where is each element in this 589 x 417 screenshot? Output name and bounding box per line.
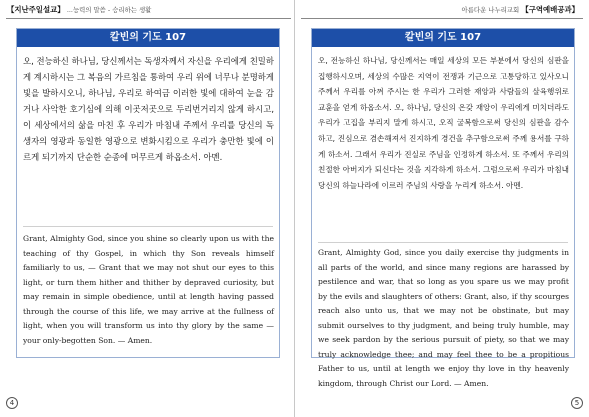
english-prayer-text: Grant, Almighty God, since you shine so clearly upon us with the teaching of thy Gospel, in which thy Son reveals himself familiarly to us, — Grant that we may not shut our eyes to this light, or turn them hither and thither by depraved curiosity, but may remain in simple obedience, until at length having passed through the course of this life, we may arrive at the fullness of light, when you will transform us into thy glory by the same — your only-begotten Son. — Amen. — [23, 234, 274, 345]
header-sermon-title: ...능력의 말씀 - 승리하는 생활 — [66, 6, 152, 14]
header-section-tag: 【구역예배공과】 — [521, 5, 579, 14]
right-page — [295, 0, 589, 417]
section-divider — [23, 226, 273, 227]
prayer-box — [16, 28, 280, 358]
right-header — [462, 3, 579, 17]
header-rule — [301, 18, 583, 19]
english-prayer-text: Grant, Almighty God, since you daily exercise thy judgments in all parts of the world, and since many regions are harassed by pestilence and war, that so long as you spare us we may profit by the evils and slaughters of others: Grant, also, if thy scourges reach also unto us, that we may not be obstinate, but may submit ourselves to thy judgment, and being truly humble, may we seek pardon by the serious pursuit of piety, so that we may truly acknowledge thee; and may feel thee to be a propitious Father to us, until at length we enjoy thy love in thy heavenly kingdom, through Christ our Lord. — Amen. — [318, 248, 569, 388]
korean-prayer-text: 오, 전능하신 하나님, 당신께서는 독생자께서 자신을 우리에게 친밀하게 계시하시는 그 복음의 가르침을 통하여 우리 위에 너무나 분명하게 빛을 발하시오니, 하나님, 우리로 하여금 이러한 빛에 대하여 눈을 감거나 사악한 호기심에 의해 이곳저곳으로 두리번거리지 않게 하시고, 이 세상에서의 삶을 마친 후 우리가 마침내 주께서 우리를 당신의 독생자의 영광과 동일한 영광으로 변화시킴으로 우리가 충만한 빛에 이르게 되기까지 단순한 순종에 머무르게 하옵소서. 아멘. — [23, 56, 274, 162]
korean-prayer-text: 오, 전능하신 하나님, 당신께서는 매일 세상의 모든 부분에서 당신의 심판을 집행하시오며, 세상의 수많은 지역이 전쟁과 기근으로 고통당하고 있사오니 주께서 우리를 아껴 주시는 한 우리가 그러한 재앙과 사람들의 살육행위로 교훈을 얻게 하옵소서. 오, 하나님, 당신의 온갖 재앙이 우리에게 미치더라도 우리가 고집을 부리지 말게 하시고, 오직 굴복함으로써 당신의 심판을 감수하고, 진심으로 겸손해져서 진지하게 경건을 추구함으로써 주께 용서를 구하게 하소서. 그래서 우리가 진실로 주님을 인정하게 하소서. 또 주께서 우리의 친절한 아버지가 되신다는 것을 지각하게 하소서. 그럼으로써 우리가 마침내 당신의 하늘나라에 이르러 주님의 사랑을 누리게 하소서. 아멘. — [318, 56, 569, 190]
header-church-name: 아름다운 나누리교회 — [461, 6, 520, 14]
prayer-title: 칼빈의 기도 107 — [17, 29, 279, 47]
section-divider — [318, 242, 568, 243]
page-number: 5 — [571, 397, 583, 409]
prayer-title: 칼빈의 기도 107 — [312, 29, 574, 47]
header-rule — [6, 18, 291, 19]
left-page — [0, 0, 294, 417]
page-number: 4 — [6, 397, 18, 409]
prayer-box — [311, 28, 575, 388]
header-section-tag: 【지난주일설교】 — [7, 5, 65, 14]
left-header — [7, 3, 151, 17]
